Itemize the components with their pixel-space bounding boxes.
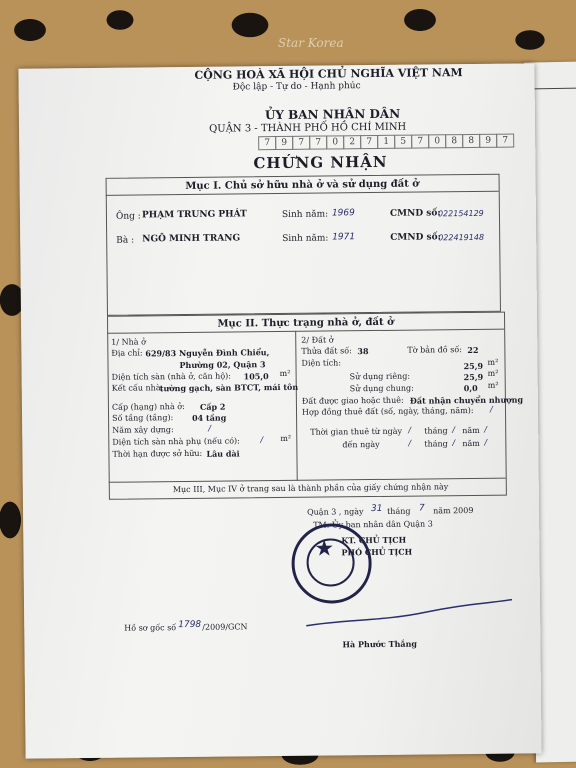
motto: Độc lập - Tự do - Hạnh phúc xyxy=(232,81,361,93)
serial-digit: 0 xyxy=(326,135,344,149)
common-use-unit: m² xyxy=(487,380,499,390)
serial-digit: 7 xyxy=(411,134,429,148)
serial-digit: 9 xyxy=(479,134,497,148)
land-area-label: Diện tích: xyxy=(301,358,342,368)
lease-to-label: đến ngày xyxy=(342,439,380,450)
owner2-birth: 1971 xyxy=(332,232,356,243)
official-seal: ★ xyxy=(291,523,372,604)
section-footer-note: Mục III, Mục IV ở trang sau là thành phần của giấy chứng nhận này xyxy=(172,482,449,495)
record-suffix: /2009/GCN xyxy=(202,622,248,632)
lease-to-year: / xyxy=(484,437,488,447)
house-heading: 1/ Nhà ở xyxy=(111,337,146,347)
lease-to-day: / xyxy=(408,438,412,448)
serial-digit: 7 xyxy=(258,136,276,150)
serial-digit: 7 xyxy=(292,136,310,150)
signer-role-1: KT. CHỦ TỊCH xyxy=(341,534,407,546)
private-use-label: Sử dụng riêng: xyxy=(349,371,411,382)
serial-digit: 8 xyxy=(462,134,480,148)
district-line: QUẬN 3 - THÀNH PHỐ HỒ CHÍ MINH xyxy=(208,121,407,135)
date-month-label: tháng xyxy=(387,506,411,516)
owner2-birth-label: Sinh năm: xyxy=(282,233,329,244)
map-sheet-value: 22 xyxy=(467,344,479,356)
serial-digit: 8 xyxy=(445,134,463,148)
land-assigned-value: Đất nhận chuyển nhượng xyxy=(409,394,524,406)
land-area-unit: m² xyxy=(487,357,499,367)
house-address-label: Địa chỉ: xyxy=(111,348,143,358)
land-heading: 2/ Đất ở xyxy=(301,335,334,345)
floor-area-label: Diện tích sàn (nhà ở, căn hộ): xyxy=(111,371,231,382)
auxiliary-area-value: / xyxy=(260,435,264,445)
serial-digit: 9 xyxy=(275,136,293,150)
auxiliary-area-unit: m² xyxy=(280,433,292,443)
owner2-id: 022419148 xyxy=(438,232,485,243)
signer-name: Hà Phước Thắng xyxy=(342,638,418,650)
signature-scribble xyxy=(304,598,514,630)
serial-digit: 7 xyxy=(360,135,378,149)
private-use-value: 25,9 xyxy=(463,371,484,383)
common-use-label: Sử dụng chung: xyxy=(349,383,414,394)
lease-from-day: / xyxy=(408,425,411,435)
serial-digit: 0 xyxy=(428,134,446,148)
plot-value: 38 xyxy=(357,346,369,357)
date-month: 7 xyxy=(418,503,425,514)
floor-area-value: 105,0 xyxy=(243,371,269,382)
serial-number-boxes xyxy=(259,134,514,151)
grade-label: Cấp (hạng) nhà ở: xyxy=(111,401,185,412)
lease-to-year-label: năm xyxy=(462,438,480,449)
certificate-title: CHỨNG NHẬN xyxy=(253,152,388,173)
lease-to-month: / xyxy=(452,438,456,448)
auxiliary-area-label: Diện tích sàn nhà phụ (nếu có): xyxy=(112,436,240,447)
signer-role-2: PHÓ CHỦ TỊCH xyxy=(341,546,413,558)
owner1-birth: 1969 xyxy=(331,208,355,219)
lease-from-label: Thời gian thuê từ ngày xyxy=(310,426,403,437)
owner1-prefix: Ông : xyxy=(115,211,141,222)
built-year-value: / xyxy=(208,423,211,433)
serial-digit: 2 xyxy=(343,135,361,149)
serial-digit: 5 xyxy=(394,135,412,149)
lease-from-year-label: năm xyxy=(462,425,480,436)
owner2-prefix: Bà : xyxy=(116,235,135,246)
floors-value: 04 tầng xyxy=(192,412,227,423)
land-area-value: 25,9 xyxy=(463,360,484,372)
serial-digit: 7 xyxy=(309,135,327,149)
lease-contract-value: / xyxy=(489,404,493,414)
lease-from-month-label: tháng xyxy=(424,426,448,436)
grade-value: Cấp 2 xyxy=(199,401,226,412)
serial-digit: 1 xyxy=(377,135,395,149)
watermark-text: Star Korea xyxy=(278,36,344,50)
structure-value: tường gạch, sàn BTCT, mái tôn xyxy=(159,381,299,394)
owner1-name: PHẠM TRUNG PHÁT xyxy=(141,209,247,221)
lease-contract-label: Hợp đồng thuê đất (số, ngày, tháng, năm): xyxy=(301,405,474,417)
land-assigned-label: Đất được giao hoặc thuê: xyxy=(301,395,404,406)
structure-label: Kết cấu nhà: xyxy=(111,383,164,393)
date-year-label: năm xyxy=(433,506,451,516)
committee-title: ỦY BAN NHÂN DÂN xyxy=(264,106,401,123)
ownership-term-value: Lâu dài xyxy=(206,448,240,459)
owner2-id-label: CMND số: xyxy=(390,232,441,243)
floors-label: Số tầng (tầng): xyxy=(112,413,174,423)
date-prefix: Quận 3 , ngày xyxy=(307,507,364,517)
certificate-page xyxy=(18,63,541,758)
section-2-title: Mục II. Thực trạng nhà ở, đất ở xyxy=(217,316,394,330)
section-1-title: Mục I. Chủ sở hữu nhà ở và sử dụng đất ở xyxy=(185,178,420,192)
house-address: 629/83 Nguyễn Đình Chiểu, xyxy=(145,347,270,359)
country-name: CỘNG HOÀ XÃ HỘI CHỦ NGHĨA VIỆT NAM xyxy=(194,66,463,82)
private-use-unit: m² xyxy=(487,368,499,378)
owner2-name: NGÔ MINH TRANG xyxy=(142,233,241,245)
house-address-ward: Phường 02, Quận 3 xyxy=(179,359,266,371)
on-behalf-line: TM. Ủy ban nhân dân Quận 3 xyxy=(313,519,433,530)
built-year-label: Năm xây dựng: xyxy=(112,425,174,435)
date-day: 31 xyxy=(370,503,383,515)
map-sheet-label: Tờ bản đồ số: xyxy=(407,345,462,355)
floor-area-unit: m² xyxy=(279,368,291,379)
common-use-value: 0,0 xyxy=(463,382,478,394)
serial-digit: 7 xyxy=(496,134,514,148)
record-number: 1798 xyxy=(178,619,202,631)
record-label: Hồ sơ gốc số xyxy=(124,623,177,633)
owner1-id: 022154129 xyxy=(437,208,484,219)
owner1-id-label: CMND số: xyxy=(389,208,441,219)
lease-from-year: / xyxy=(484,424,487,434)
plot-label: Thửa đất số: xyxy=(301,346,352,356)
lease-to-month-label: tháng xyxy=(424,439,448,449)
ownership-term-label: Thời hạn được sở hữu: xyxy=(112,448,203,459)
owner1-birth-label: Sinh năm: xyxy=(281,209,329,220)
lease-from-month: / xyxy=(452,425,455,435)
date-year: 2009 xyxy=(453,505,474,516)
